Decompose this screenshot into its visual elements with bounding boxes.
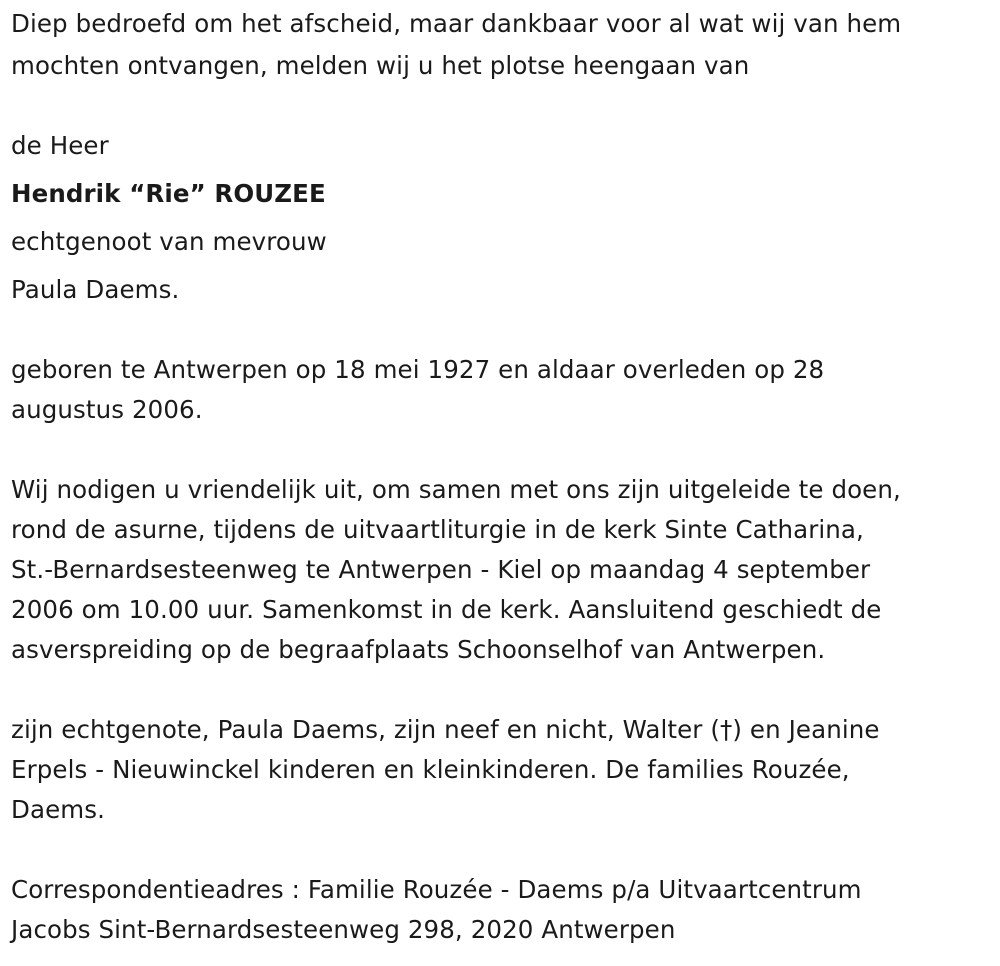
invitation-line-3: St.-Bernardsesteenweg te Antwerpen - Kiel op maandag 4 september <box>11 555 871 584</box>
family-line-2: Erpels - Nieuwinckel kinderen en kleinkinderen. De families Rouzée, <box>11 755 850 784</box>
invitation-line-1: Wij nodigen u vriendelijk uit, om samen met ons zijn uitgeleide te doen, <box>11 475 901 504</box>
correspondence-line-1: Correspondentieadres : Familie Rouzée - Daems p/a Uitvaartcentrum <box>11 875 862 904</box>
family-line-1: zijn echtgenote, Paula Daems, zijn neef en nicht, Walter (†) en Jeanine <box>11 715 880 744</box>
invitation-line-5: asverspreiding op de begraafplaats Schoonselhof van Antwerpen. <box>11 635 826 664</box>
spouse-name: Paula Daems. <box>11 275 180 304</box>
intro-line-2: mochten ontvangen, melden wij u het plotse heengaan van <box>11 51 750 80</box>
correspondence-line-2: Jacobs Sint-Bernardsesteenweg 298, 2020 Antwerpen <box>11 915 676 944</box>
salutation: de Heer <box>11 131 109 160</box>
invitation-line-4: 2006 om 10.00 uur. Samenkomst in de kerk. Aansluitend geschiedt de <box>11 595 882 624</box>
birth-death-line-1: geboren te Antwerpen op 18 mei 1927 en aldaar overleden op 28 <box>11 355 825 384</box>
family-line-3: Daems. <box>11 795 105 824</box>
spouse-relation: echtgenoot van mevrouw <box>11 227 327 256</box>
intro-line-1: Diep bedroefd om het afscheid, maar dankbaar voor al wat wij van hem <box>11 9 902 38</box>
deceased-name: Hendrik “Rie” ROUZEE <box>11 179 326 208</box>
birth-death-line-2: augustus 2006. <box>11 395 203 424</box>
invitation-line-2: rond de asurne, tijdens de uitvaartliturgie in de kerk Sinte Catharina, <box>11 515 864 544</box>
